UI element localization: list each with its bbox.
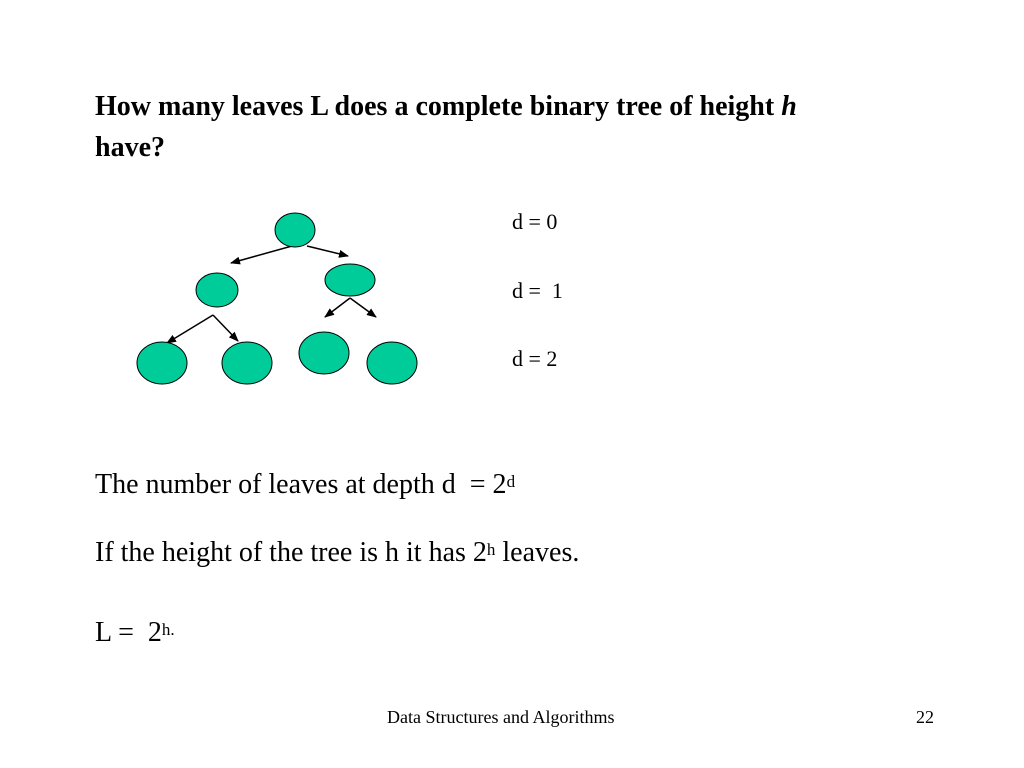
edge-right-rightleaf xyxy=(350,298,376,317)
tree-node-leaf-2 xyxy=(222,342,272,384)
edge-left-leftleaf xyxy=(167,315,213,343)
tree-node-root xyxy=(275,213,315,247)
tree-node-leaf-4 xyxy=(367,342,417,384)
statement-leaves-at-depth-text: The number of leaves at depth d = 2 xyxy=(95,469,507,500)
title-text-end: have? xyxy=(95,132,165,163)
depth-label-1: d = 1 xyxy=(512,278,563,303)
footer-course-title: Data Structures and Algorithms xyxy=(387,707,615,727)
formula-exponent: h. xyxy=(161,620,175,639)
exponent-d: d xyxy=(506,472,516,491)
edge-left-rightleaf xyxy=(213,315,238,341)
tree-node-depth1-left xyxy=(196,273,238,307)
statement-leaves-at-depth xyxy=(95,469,515,501)
depth-label-0: d = 0 xyxy=(512,209,558,234)
formula-leaves xyxy=(95,617,175,649)
exponent-h: h xyxy=(486,540,496,559)
statement-height-leaves-text: If the height of the tree is h it has 2 xyxy=(95,537,487,568)
tree-node-leaf-1 xyxy=(137,342,187,384)
edge-right-leftleaf xyxy=(325,298,350,317)
statement-height-leaves xyxy=(95,537,579,569)
formula-text: L = 2 xyxy=(95,617,162,648)
tree-node-depth1-right xyxy=(325,264,375,296)
statement-height-leaves-suffix: leaves. xyxy=(495,537,580,568)
depth-label-2: d = 2 xyxy=(512,346,558,371)
title-height-variable: h xyxy=(781,91,797,122)
slide-number: 22 xyxy=(916,707,934,727)
edge-root-left xyxy=(231,246,292,263)
tree-node-leaf-3 xyxy=(299,332,349,374)
edge-root-right xyxy=(307,246,348,256)
title-text: How many leaves L does a complete binary tree of height xyxy=(95,91,775,122)
